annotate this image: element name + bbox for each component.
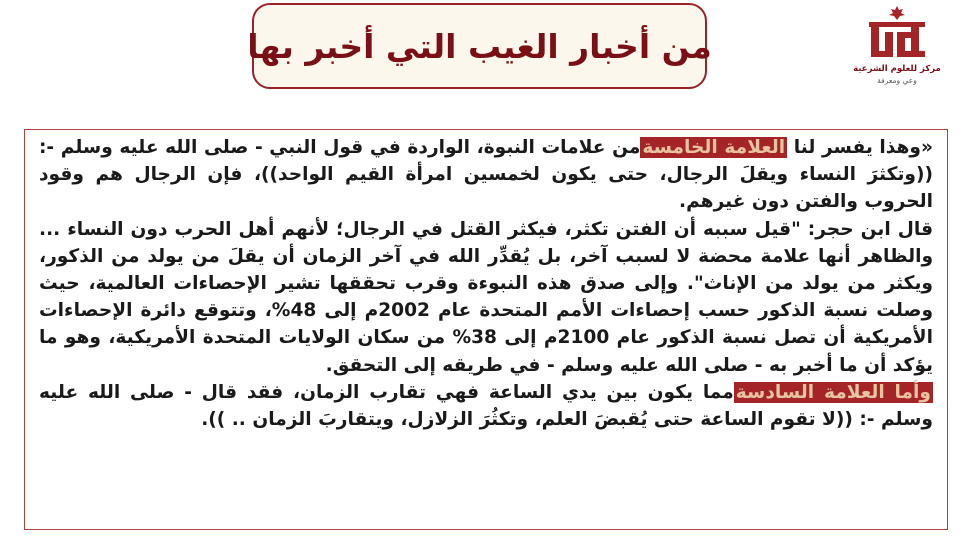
paragraph-1-lead: «وهذا يفسر لنا [793, 137, 933, 158]
logo-subtitle: مركز للعلوم الشرعية [853, 64, 941, 74]
paragraph-1-body: من علامات النبوة، الواردة في قول النبي - صلى الله عليه وسلم -: ((وتكثرَ النساء ويقلَ الرجال، حتى يكون لخمسين امرأة القيم الواحد))، فإن الرجال هم وقود الحروب والفتن دون غيرهم. [39, 137, 933, 213]
page-title: من أخبار الغيب التي أخبر بها [247, 26, 712, 66]
logo-mark-icon [865, 4, 929, 64]
content-box [24, 129, 948, 530]
paragraph-2: قال ابن حجر: "قيل سببه أن الفتن تكثر، فيكثر القتل في الرجال؛ لأنهم أهل الحرب دون النساء ... والظاهر أنها علامة محضة لا لسبب آخر، بل يُقدِّر الله في آخر الزمان أن يقلَ من يولد من الذكور، ويكثر من يولد من الإناث". وإلى صدق هذه النبوءة وقرب تحققها تشير الإحصاءات العالمية، حيث وصلت نسبة الذكور حسب إحصاءات الأمم المتحدة عام 2002م إلى 48%، وتتوقع دائرة الإحصاءات الأمريكية أن تصل نسبة الذكور عام 2100م إلى 38% من سكان الولايات المتحدة الأمريكية، وهو ما يؤكد أن ما أخبر به - صلى الله عليه وسلم - في طريقه إلى التحقق. [39, 218, 934, 376]
title-box [247, 3, 712, 89]
highlight-sixth-sign: وأما العلامة السادسة [735, 381, 931, 403]
logo [842, 4, 952, 90]
paragraph-3 [39, 379, 933, 433]
paragraph-1 [39, 134, 933, 216]
highlight-fifth-sign: العلامة الخامسة [642, 137, 786, 158]
logo-tagline: وعي ومعرفة [877, 75, 917, 85]
paragraph-3-body: مما يكون بين يدي الساعة فهي تقارب الزمان، فقد قال - صلى الله عليه وسلم -: ((لا تقوم الساعة حتى يُقبضَ العلم، وتكثُرَ الزلازل، ويتقاربَ الزمان .. )). [39, 381, 933, 431]
